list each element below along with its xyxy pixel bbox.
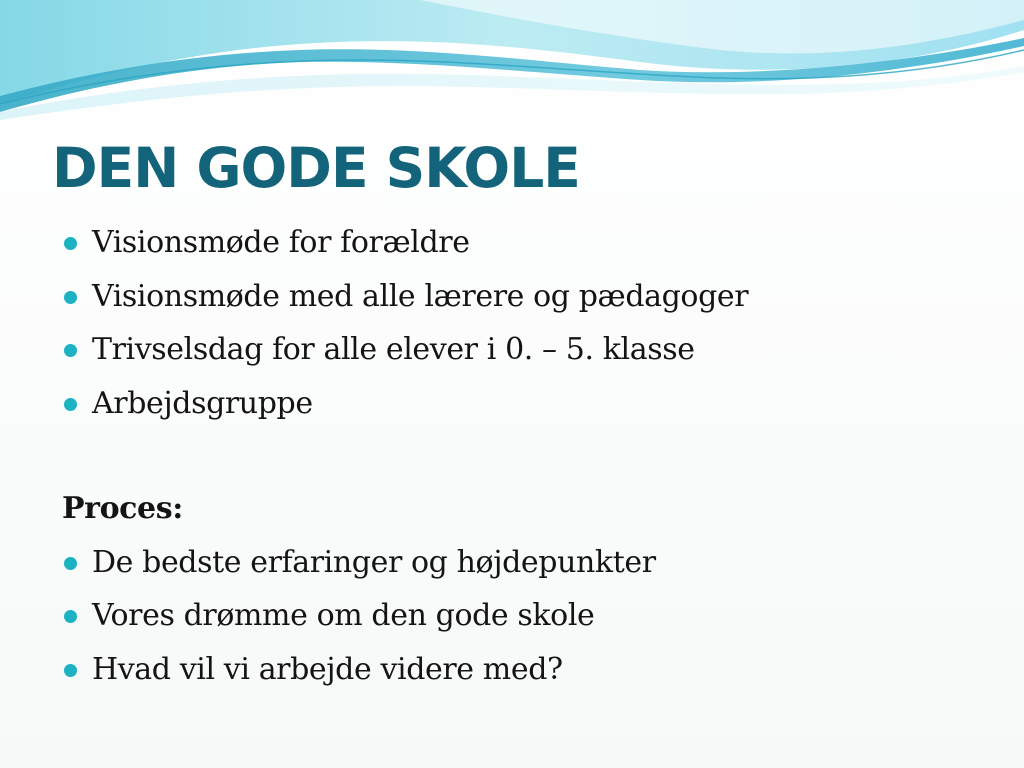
bullet-text: Visionsmøde med alle lærere og pædagoger [92, 278, 749, 314]
bullet-item [62, 379, 1002, 433]
bullet-text: Hvad vil vi arbejde videre med? [92, 651, 563, 687]
bullet-dot-icon [64, 664, 77, 677]
bullet-dot-icon [64, 237, 77, 250]
bullet-list [62, 218, 1002, 432]
bullet-text: Arbejdsgruppe [92, 385, 313, 421]
bullet-item [62, 645, 1002, 699]
slide-title: DEN GODE SKOLE [52, 136, 580, 200]
slide-body [62, 218, 1002, 698]
bullet-item [62, 325, 1002, 379]
bullet-item [62, 272, 1002, 326]
bullet-text: De bedste erfaringer og højdepunkter [92, 544, 656, 580]
bullet-item [62, 591, 1002, 645]
bullet-dot-icon [64, 291, 77, 304]
bullet-item [62, 218, 1002, 272]
bullet-dot-icon [64, 398, 77, 411]
bullet-text: Trivselsdag for alle elever i 0. – 5. klasse [92, 332, 695, 367]
process-heading: Proces: [62, 491, 183, 526]
process-bullet-list [62, 538, 1002, 699]
bullet-text: Vores drømme om den gode skole [92, 598, 595, 633]
bullet-dot-icon [64, 557, 77, 570]
bullet-dot-icon [64, 610, 77, 623]
bullet-item [62, 538, 1002, 592]
wave-decoration [0, 0, 1024, 130]
bullet-dot-icon [64, 344, 77, 357]
bullet-text: Visionsmøde for forældre [92, 225, 470, 260]
